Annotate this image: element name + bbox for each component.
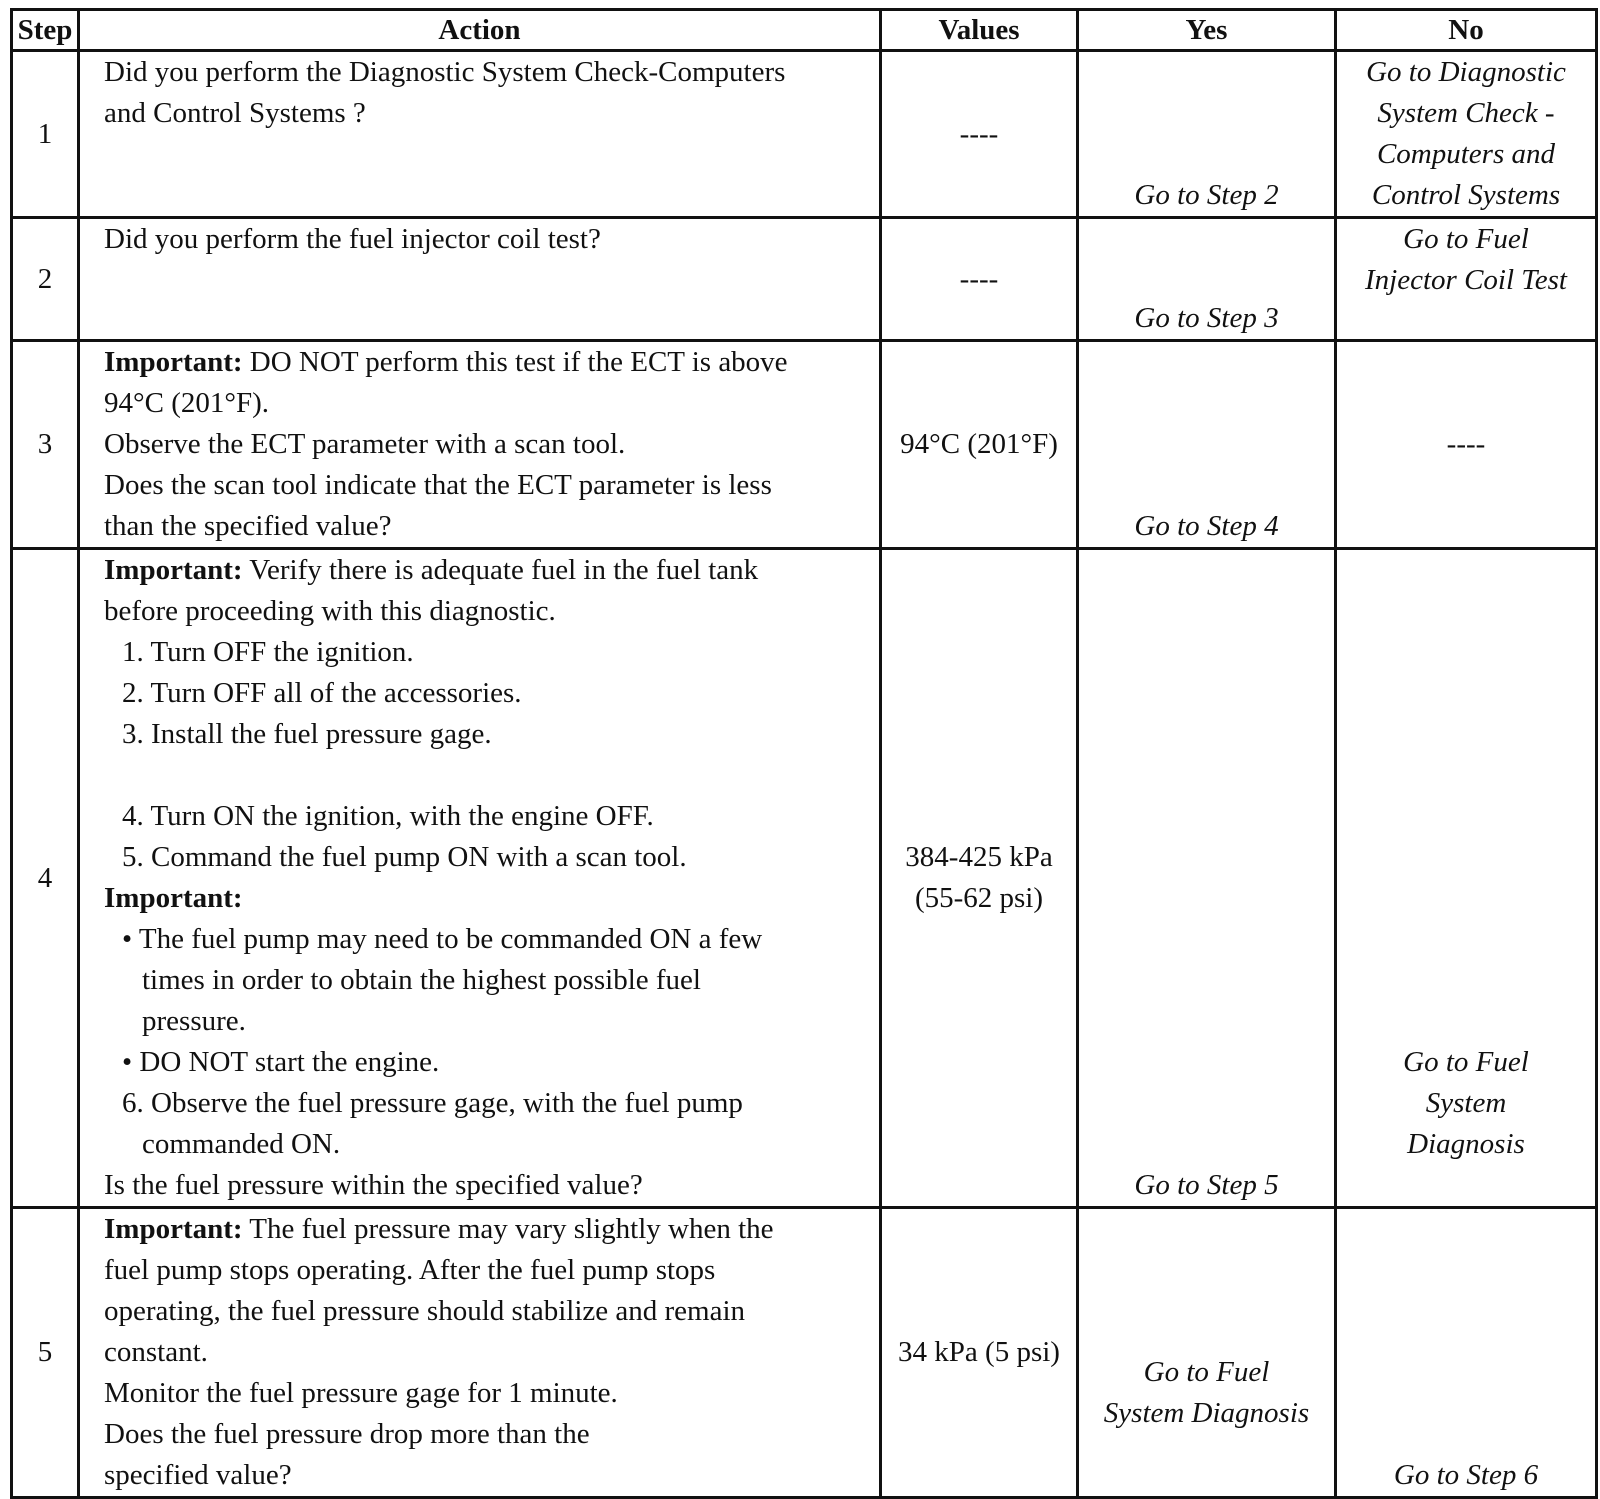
action-text: Monitor the fuel pressure gage for 1 minute. bbox=[104, 1377, 618, 1409]
values-text: (55-62 psi) bbox=[914, 882, 1044, 914]
action-cell bbox=[79, 218, 881, 341]
yes-text: Go to Fuel bbox=[1143, 1355, 1270, 1388]
action-text: Observe the ECT parameter with a scan tool. bbox=[104, 428, 626, 460]
action-question: Is the fuel pressure within the specified value? bbox=[104, 1169, 643, 1201]
diagnostic-table bbox=[10, 8, 1598, 1499]
action-text: Does the scan tool indicate that the ECT parameter is less bbox=[104, 469, 772, 501]
no-text: Go to Fuel bbox=[1403, 223, 1529, 255]
step-number: 5 bbox=[12, 1208, 79, 1498]
action-text: Does the fuel pressure drop more than the bbox=[104, 1418, 590, 1450]
spacer bbox=[1337, 1165, 1595, 1206]
no-text: System Check - bbox=[1377, 97, 1555, 129]
no-cell bbox=[1336, 218, 1597, 341]
step-number: 1 bbox=[12, 51, 79, 218]
no-text: Control Systems bbox=[1371, 179, 1561, 211]
action-text: Did you perform the fuel injector coil test? bbox=[104, 223, 601, 255]
no-text: Diagnosis bbox=[1407, 1128, 1525, 1160]
action-cell bbox=[79, 1208, 881, 1498]
important-label: Important: bbox=[104, 882, 243, 914]
table-row bbox=[12, 549, 1597, 1208]
yes-cell: Go to Step 2 bbox=[1078, 51, 1336, 218]
values-cell: 94°C (201°F) bbox=[881, 341, 1078, 549]
action-text: operating, the fuel pressure should stabilize and remain bbox=[104, 1295, 746, 1327]
step-item: 3. Install the fuel pressure gage. bbox=[122, 718, 492, 750]
step-item: 1. Turn OFF the ignition. bbox=[122, 636, 414, 668]
step-number: 4 bbox=[12, 549, 79, 1208]
values-cell: ---- bbox=[881, 218, 1078, 341]
action-text: Verify there is adequate fuel in the fuel tank bbox=[242, 554, 759, 586]
yes-cell: Go to Step 5 bbox=[1078, 549, 1336, 1208]
bullet-item: pressure. bbox=[142, 1005, 246, 1037]
header-no: No bbox=[1336, 10, 1597, 51]
values-text: 384-425 kPa bbox=[905, 841, 1053, 873]
yes-cell bbox=[1078, 1208, 1336, 1498]
no-text: Computers and bbox=[1376, 138, 1556, 170]
header-row bbox=[12, 10, 1597, 51]
step-item: 4. Turn ON the ignition, with the engine OFF. bbox=[122, 800, 654, 832]
action-text: 94°C (201°F). bbox=[104, 387, 269, 419]
yes-text: System Diagnosis bbox=[1103, 1396, 1310, 1429]
no-text: Go to Fuel bbox=[1403, 1046, 1529, 1078]
no-cell bbox=[1336, 549, 1597, 1208]
no-cell: Go to Step 6 bbox=[1336, 1208, 1597, 1498]
step-item: 5. Command the fuel pump ON with a scan tool. bbox=[122, 841, 687, 873]
no-cell bbox=[1336, 51, 1597, 218]
action-text: fuel pump stops operating. After the fuel pump stops bbox=[104, 1254, 716, 1286]
step-item: commanded ON. bbox=[142, 1128, 341, 1160]
no-text: System bbox=[1425, 1087, 1507, 1119]
no-text: Injector Coil Test bbox=[1365, 264, 1567, 296]
action-cell bbox=[79, 51, 881, 218]
action-text: before proceeding with this diagnostic. bbox=[104, 595, 556, 627]
action-text: than the specified value? bbox=[104, 510, 392, 542]
bullet-item: • DO NOT start the engine. bbox=[122, 1046, 440, 1078]
step-item: 6. Observe the fuel pressure gage, with the fuel pump bbox=[122, 1087, 743, 1119]
action-text: specified value? bbox=[104, 1459, 292, 1491]
step-number: 2 bbox=[12, 218, 79, 341]
header-step: Step bbox=[12, 10, 79, 51]
header-yes: Yes bbox=[1078, 10, 1336, 51]
action-cell bbox=[79, 549, 881, 1208]
action-cell bbox=[79, 341, 881, 549]
step-number: 3 bbox=[12, 341, 79, 549]
header-values: Values bbox=[881, 10, 1078, 51]
action-text bbox=[104, 550, 873, 591]
bullet-item: times in order to obtain the highest possible fuel bbox=[142, 964, 701, 996]
important-label: Important: bbox=[104, 1213, 243, 1245]
step-item: 2. Turn OFF all of the accessories. bbox=[122, 677, 522, 709]
action-text: and Control Systems ? bbox=[104, 97, 366, 129]
action-text: Did you perform the Diagnostic System Check-Computers bbox=[104, 56, 786, 88]
action-text: The fuel pressure may vary slightly when the bbox=[242, 1213, 774, 1245]
action-text: DO NOT perform this test if the ECT is above bbox=[242, 346, 788, 378]
action-text bbox=[104, 1209, 873, 1250]
action-text: constant. bbox=[104, 1336, 208, 1368]
yes-cell: Go to Step 4 bbox=[1078, 341, 1336, 549]
values-cell: 34 kPa (5 psi) bbox=[881, 1208, 1078, 1498]
table-row bbox=[12, 1208, 1597, 1498]
spacer bbox=[104, 755, 873, 796]
action-text bbox=[104, 342, 873, 383]
table-row bbox=[12, 51, 1597, 218]
important-label: Important: bbox=[104, 346, 243, 378]
important-label: Important: bbox=[104, 554, 243, 586]
bullet-item: • The fuel pump may need to be commanded ON a few bbox=[122, 923, 763, 955]
values-cell bbox=[881, 549, 1078, 1208]
no-cell: ---- bbox=[1336, 341, 1597, 549]
table-row bbox=[12, 218, 1597, 341]
no-text: Go to Diagnostic bbox=[1366, 56, 1566, 88]
values-cell: ---- bbox=[881, 51, 1078, 218]
yes-cell: Go to Step 3 bbox=[1078, 218, 1336, 341]
header-action: Action bbox=[79, 10, 881, 51]
table-row bbox=[12, 341, 1597, 549]
